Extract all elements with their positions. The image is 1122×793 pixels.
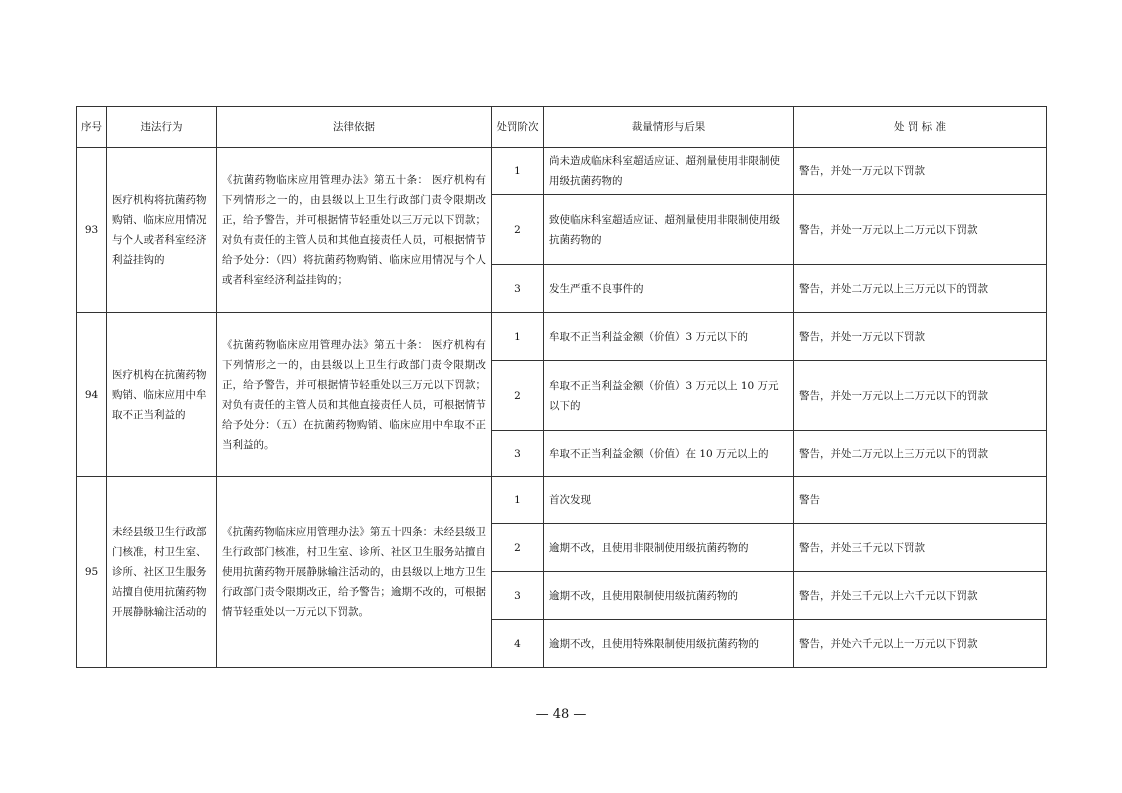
page-number: — 48 —	[535, 707, 587, 722]
violation-behavior: 医疗机构在抗菌药物购销、临床应用中牟取不正当利益的	[107, 313, 217, 477]
penalty-stage: 3	[492, 431, 544, 477]
discretion-circumstance: 逾期不改，且使用特殊限制使用级抗菌药物的	[544, 620, 794, 668]
penalty-stage: 2	[492, 524, 544, 572]
penalty-stage: 2	[492, 195, 544, 265]
discretion-circumstance: 牟取不正当利益金额（价值）在 10 万元以上的	[544, 431, 794, 477]
header-basis: 法律依据	[217, 107, 492, 148]
discretion-circumstance: 牟取不正当利益金额（价值）3 万元以下的	[544, 313, 794, 361]
legal-basis: 《抗菌药物临床应用管理办法》第五十条： 医疗机构有下列情形之一的，由县级以上卫生行政部门责令限期改正，给予警告，并可根据情节轻重处以三万元以下罚款；对负有责任的主管人员和其他直接责任人员，可根据情节给予处分：（四）将抗菌药物购销、临床应用情况与个人或者科室经济利益挂钩的；	[217, 148, 492, 313]
violation-behavior: 未经县级卫生行政部门核准，村卫生室、诊所、社区卫生服务站擅自使用抗菌药物开展静脉输注活动的	[107, 477, 217, 668]
table-row	[77, 477, 1047, 524]
discretion-circumstance: 尚未造成临床科室超适应证、超剂量使用非限制使用级抗菌药物的	[544, 148, 794, 195]
table-row	[77, 313, 1047, 361]
penalty-standard: 警告，并处三千元以下罚款	[794, 524, 1047, 572]
table-header-row	[77, 107, 1047, 148]
discretion-circumstance: 致使临床科室超适应证、超剂量使用非限制使用级抗菌药物的	[544, 195, 794, 265]
penalty-standard: 警告，并处二万元以上三万元以下的罚款	[794, 265, 1047, 313]
discretion-circumstance: 发生严重不良事件的	[544, 265, 794, 313]
header-circumstance: 裁量情形与后果	[544, 107, 794, 148]
penalty-standard: 警告，并处六千元以上一万元以下罚款	[794, 620, 1047, 668]
penalty-standard: 警告	[794, 477, 1047, 524]
legal-basis: 《抗菌药物临床应用管理办法》第五十条： 医疗机构有下列情形之一的，由县级以上卫生行政部门责令限期改正，给予警告，并可根据情节轻重处以三万元以下罚款；对负有责任的主管人员和其他直接责任人员，可根据情节给予处分：（五）在抗菌药物购销、临床应用中牟取不正当利益的。	[217, 313, 492, 477]
penalty-standard: 警告，并处二万元以上三万元以下的罚款	[794, 431, 1047, 477]
penalty-stage: 4	[492, 620, 544, 668]
penalty-standard: 警告，并处一万元以上二万元以下罚款	[794, 195, 1047, 265]
discretion-circumstance: 逾期不改，且使用限制使用级抗菌药物的	[544, 572, 794, 620]
penalty-standard: 警告，并处一万元以下罚款	[794, 313, 1047, 361]
discretion-circumstance: 首次发现	[544, 477, 794, 524]
record-index: 94	[77, 313, 107, 477]
penalty-stage: 1	[492, 313, 544, 361]
penalty-standard: 警告，并处一万元以下罚款	[794, 148, 1047, 195]
table-body	[77, 148, 1047, 668]
penalty-stage: 3	[492, 572, 544, 620]
header-behavior: 违法行为	[107, 107, 217, 148]
penalty-stage: 3	[492, 265, 544, 313]
header-stage: 处罚阶次	[492, 107, 544, 148]
penalty-stage: 1	[492, 477, 544, 524]
legal-basis: 《抗菌药物临床应用管理办法》第五十四条：未经县级卫生行政部门核准，村卫生室、诊所、社区卫生服务站擅自使用抗菌药物开展静脉输注活动的，由县级以上地方卫生行政部门责令限期改正，给予警告；逾期不改的，可根据情节轻重处以一万元以下罚款。	[217, 477, 492, 668]
record-index: 93	[77, 148, 107, 313]
header-standard: 处 罚 标 准	[794, 107, 1047, 148]
header-index: 序号	[77, 107, 107, 148]
penalty-standard: 警告，并处一万元以上二万元以下的罚款	[794, 361, 1047, 431]
penalty-stage: 1	[492, 148, 544, 195]
table-row	[77, 148, 1047, 195]
penalty-standard: 警告，并处三千元以上六千元以下罚款	[794, 572, 1047, 620]
penalty-standards-table	[76, 106, 1047, 668]
penalty-stage: 2	[492, 361, 544, 431]
record-index: 95	[77, 477, 107, 668]
violation-behavior: 医疗机构将抗菌药物购销、临床应用情况与个人或者科室经济利益挂钩的	[107, 148, 217, 313]
discretion-circumstance: 牟取不正当利益金额（价值）3 万元以上 10 万元以下的	[544, 361, 794, 431]
discretion-circumstance: 逾期不改，且使用非限制使用级抗菌药物的	[544, 524, 794, 572]
